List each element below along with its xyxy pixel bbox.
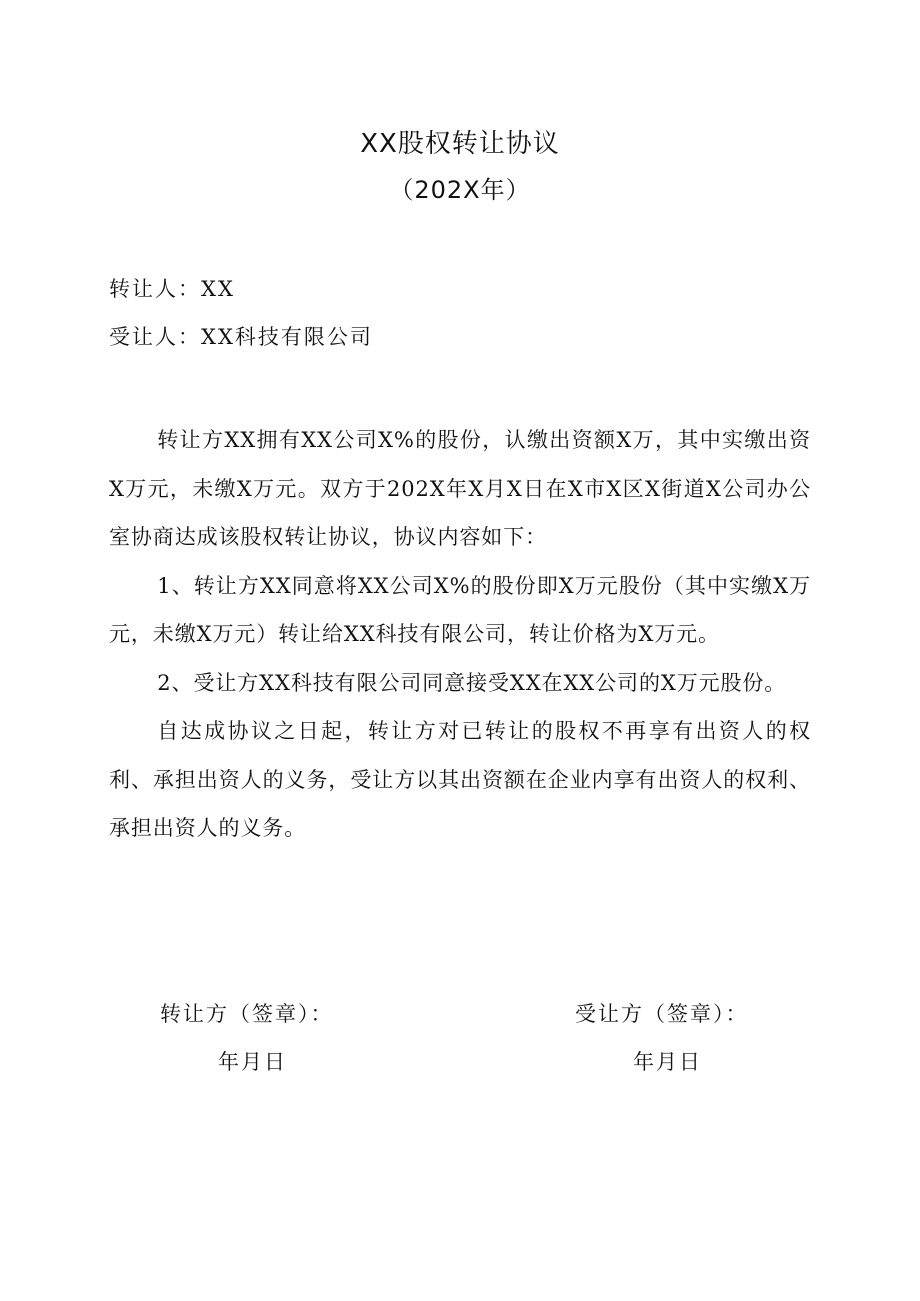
clause-2: 2、受让方XX科技有限公司同意接受XX在XX公司的X万元股份。 — [157, 670, 787, 695]
document-year: （202X年） — [389, 176, 531, 204]
intro-paragraph: 转让方XX拥有XX公司X%的股份，认缴出资额X万，其中实缴出资X万元，未缴X万元。双方于202X年X月X日在X市X区X街道X公司办公室协商达成该股权转让协议，协议内容如下： — [109, 428, 811, 549]
clause-1: 1、转让方XX同意将XX公司X%的股份即X万元股份（其中实缴X万元，未缴X万元）转让给XX科技有限公司，转让价格为X万元。 — [109, 573, 811, 646]
transferee-line: 受让人：XX科技有限公司 — [109, 325, 373, 349]
transferor-line: 转让人：XX — [109, 277, 235, 301]
transferor-signature-label: 转让方（签章）： — [160, 1002, 334, 1026]
transferee-signature-label: 受让方（签章）： — [575, 1002, 749, 1026]
document-title: XX股权转让协议 — [360, 129, 560, 159]
transferor-signature-date: 年月日 — [218, 1050, 287, 1074]
transferee-signature-date: 年月日 — [633, 1050, 702, 1074]
effect-paragraph: 自达成协议之日起，转让方对已转让的股权不再享有出资人的权利、承担出资人的义务，受让方以其出资额在企业内享有出资人的权利、承担出资人的义务。 — [109, 719, 811, 840]
agreement-body — [109, 416, 811, 853]
